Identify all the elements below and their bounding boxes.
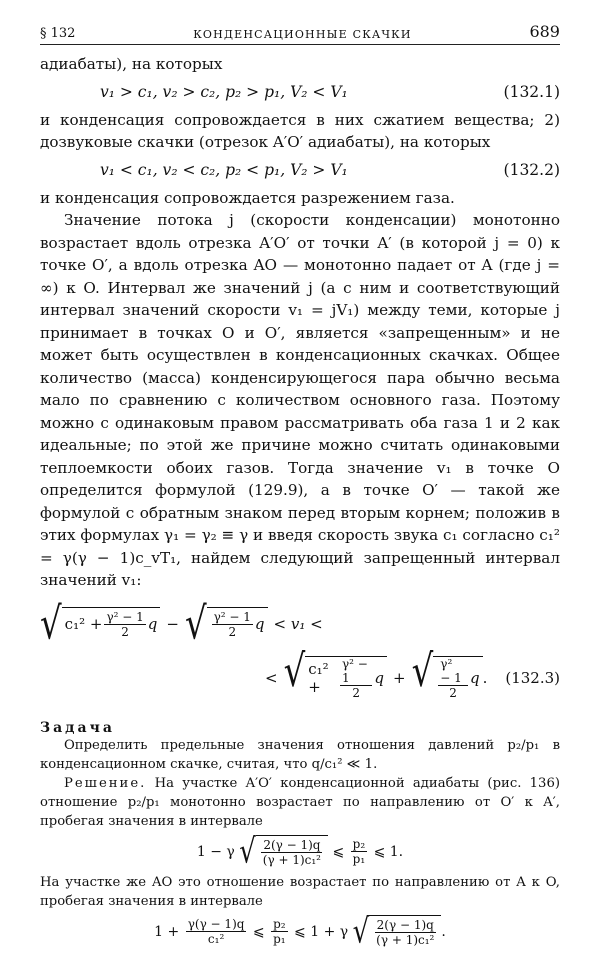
solution-text: Решение. На участке A′O′ конденсационной адиабаты (рис. 136) отношение p₂/p₁ монотонно возрастает по направлению от O′ к A′, пробегая значения в интервале [40,775,560,829]
equation-line-1: √ c₁² + $\frac{\text{γ² − 1}}{2}$ q − √ $\frac{\text{γ² − 1}}{2}$ q < v₁ < [40,597,323,650]
sqrt-term: √ c₁² + $\frac{\text{γ² − 1}}{2}$ q [284,656,387,700]
paragraph-1: адиабаты), на которых [40,55,223,73]
sqrt-term: √ $\frac{\text{γ² − 1}}{2}$ q [185,607,268,641]
equation-body: v₁ > c₁, v₂ > c₂, p₂ > p₁, V₂ < V₁ [100,83,348,101]
radical-sign-icon: √ [184,597,207,650]
task-heading: Задача [40,719,115,736]
sqrt-term: √ $\frac{\text{γ² − 1}}{2}$ q [412,656,483,700]
page-number: 689 [529,22,560,41]
radical-sign-icon: √ [239,832,256,871]
relation: < v₁ < [273,614,323,633]
sqrt-term: √ c₁² + $\frac{\text{γ² − 1}}{2}$ q [40,607,160,641]
equation-line-2: < √ c₁² + $\frac{\text{γ² − 1}}{2}$ q + √ $\frac{\text{γ² − 1}}{2}$ q . (132.3) [40,650,560,706]
paragraph-3: и конденсация сопровождается разрежением газа. [40,188,455,207]
radical-sign-icon: √ [411,645,434,697]
equation-132-1 [40,76,560,109]
radical-sign-icon: √ [40,597,62,650]
task-block [40,736,560,949]
equation-body: v₁ < c₁, v₂ < c₂, p₂ < p₁, V₂ > V₁ [100,161,348,179]
equation-number: (132.2) [503,161,560,179]
equation-number: (132.3) [505,668,560,687]
equation-132-3 [40,598,560,706]
task-text: Определить предельные значения отношения давлений p₂/p₁ в конденсационном скачке, считая, что q/c₁² ≪ 1. [40,737,560,772]
page [40,22,560,953]
radical-sign-icon: √ [352,912,370,951]
task-text-2: На участке же AO это отношение возрастает по направлению от A к O, пробегая значения в интервале [40,874,560,909]
paragraph-4: Значение потока j (скорости конденсации) монотонно возрастает вдоль отрезка A′O′ от точки A′ (в которой j = 0) к точке O′, а вдоль отрезка AO — монотонно падает от A (где j = ∞) к O. Интервал же значений j (а с ним и соответствующий интервал значений скорости v₁ = jV₁) между теми, которые j принимает в точках O и O′, является «запрещенным» и не может быть осуществлен в конденсационных скачках. Общее количество (масса) конденсирующегося пара обычно весьма мало по сравнению с количеством основного газа. Поэтому можно с одинаковым правом рассматривать оба газа 1 и 2 как идеальные; по этой же причине можно считать одинаковыми теплоемкости обоих газов. Тогда значение v₁ в точке O определится формулой (129.9), а в точке O′ — такой же формулой с обратным знаком перед вторым корнем; положив в этих формулах γ₁ = γ₂ ≡ γ и введя скорость звука c₁ согласно c₁² = γ(γ − 1)c_vT₁, найдем следующий запрещенный интервал значений v₁: [40,211,560,589]
section-number: § 132 [40,26,76,41]
equation-number: (132.1) [503,83,560,101]
inequality-1: 1 − γ √ $\frac{2(\gamma - 1)q}{\text{(γ + 1)c₁²}}$ ⩽ $\frac{\text{p₂}}{\text{p₁}}$ ⩽ 1. [40,835,560,869]
radical-sign-icon: √ [283,645,306,697]
inequality-2: 1 + $\frac{\gamma(\gamma - 1)q}{\text{c₁²}}$ ⩽ $\frac{\text{p₂}}{\text{p₁}}$ ⩽ 1 + γ √ $\frac{2(\gamma - 1)q}{\text{(γ + 1)c₁²}}$ . [40,915,560,949]
page-header [40,22,560,45]
equation-132-2 [40,154,560,187]
paragraph-2: и конденсация сопровождается в них сжатием вещества; 2) дозвуковые скачки (отрезок A′O′ адиабаты), на которых [40,110,560,151]
running-title: КОНДЕНСАЦИОННЫЕ СКАЧКИ [193,28,412,41]
